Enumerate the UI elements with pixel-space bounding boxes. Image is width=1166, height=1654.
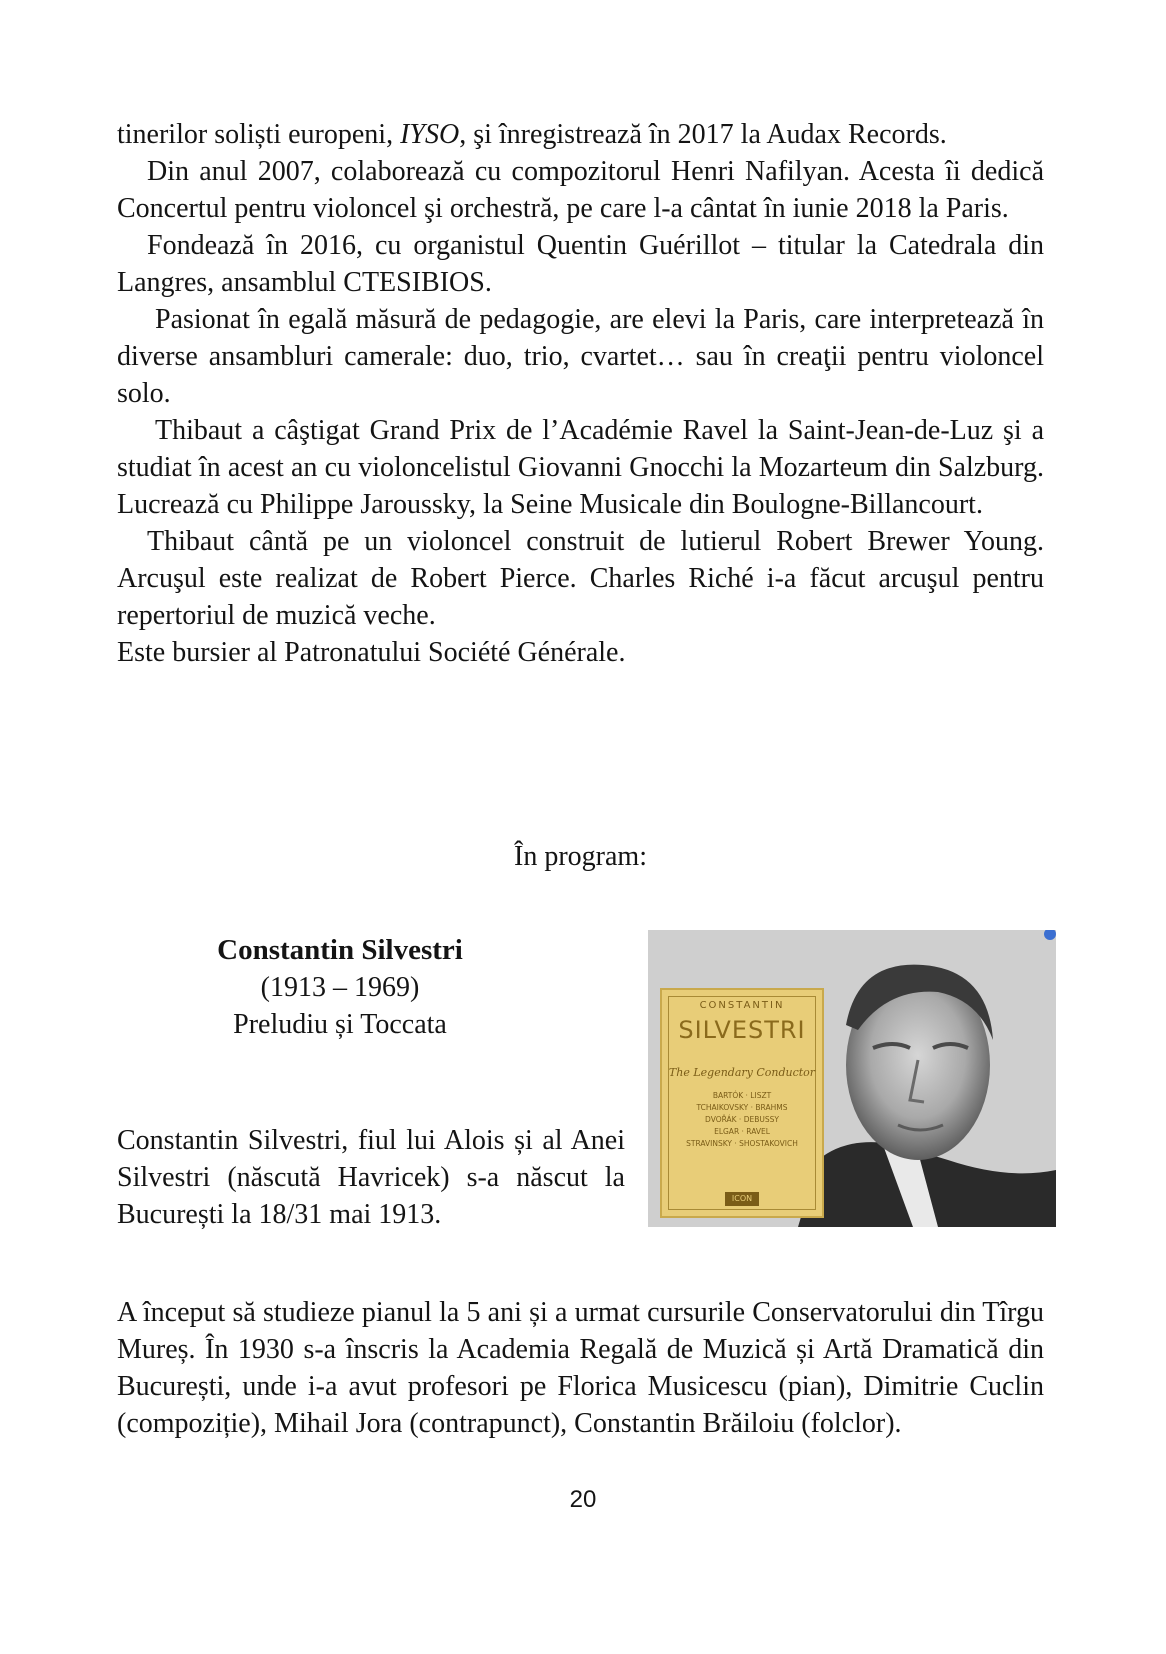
cd-label-logo: ICON [725, 1192, 759, 1206]
cd-composer-line: DVOŘÁK · DEBUSSY [705, 1115, 779, 1124]
cd-cover-surname: SILVESTRI [678, 1016, 806, 1044]
paragraph-1-part-a: tinerilor soliști europeni, [117, 119, 401, 150]
cd-composer-line: BARTÓK · LISZT [712, 1091, 772, 1100]
paragraph-3: Fondează în 2016, cu organistul Quentin Guérillot – titular la Catedrala din Langres, ansamblul CTESIBIOS. [117, 230, 1044, 298]
paragraph-7: Este bursier al Patronatului Société Générale. [117, 637, 626, 668]
cd-composer-line: ELGAR · RAVEL [714, 1127, 770, 1136]
composer-bio-long: A început să studieze pianul la 5 ani și a urmat cursurile Conservatorului din Tîrgu Mureș. În 1930 s-a înscris la Academia Regală de Muzică și Artă Dramatică din București, unde i-a avut profesori pe Florica Musicescu (pian), Dimitrie Cuclin (compoziție), Mihail Jora (contrapunct), Constantin Brăiloiu (folclor). [117, 1297, 1044, 1439]
composer-photo [648, 930, 1056, 1227]
cd-cover-firstname: CONSTANTIN [699, 1000, 785, 1011]
paragraph-5: Thibaut a câştigat Grand Prix de l’Académie Ravel la Saint-Jean-de-Luz şi a studiat în acest an cu violoncelistul Giovanni Gnocchi la Mozarteum din Salzburg. Lucrează cu Philippe Jaroussky, la Seine Musicale din Boulogne-Billancourt. [117, 415, 1044, 520]
composer-name: Constantin Silvestri [217, 934, 463, 966]
cd-composer-line: STRAVINSKY · SHOSTAKOVICH [686, 1139, 798, 1148]
paragraph-6: Thibaut cântă pe un violoncel construit de lutierul Robert Brewer Young. Arcuşul este realizat de Robert Pierce. Charles Riché i-a făcut arcuşul pentru repertoriul de muzică veche. [117, 526, 1044, 631]
composer-header [140, 932, 540, 1043]
paragraph-1 [117, 116, 1044, 153]
composer-work: Preludiu și Toccata [233, 1009, 447, 1040]
cd-cover-composers [662, 1090, 822, 1150]
paragraph-1-part-b: , şi înregistrează în 2017 la Audax Records. [459, 119, 947, 150]
composer-bio-short: Constantin Silvestri, fiul lui Alois și al Anei Silvestri (născută Havricek) s-a născut la București la 18/31 mai 1913. [117, 1125, 625, 1230]
cd-cover [660, 988, 824, 1218]
cd-cover-subtitle: The Legendary Conductor [668, 1066, 816, 1079]
page-number: 20 [569, 1486, 597, 1513]
cd-composer-line: TCHAIKOVSKY · BRAHMS [696, 1103, 788, 1112]
composer-years: (1913 – 1969) [260, 972, 420, 1003]
paragraph-2: Din anul 2007, colaborează cu compozitorul Henri Nafilyan. Acesta îi dedică Concertul pentru violoncel şi orchestră, pe care l-a cântat în iunie 2018 la Paris. [117, 156, 1044, 224]
paragraph-1-italic: IYSO [400, 119, 460, 150]
paragraph-4: Pasionat în egală măsură de pedagogie, are elevi la Paris, care interpretează în diverse ansambluri camerale: duo, trio, cvartet… sau în creaţii pentru violoncel solo. [117, 304, 1044, 409]
program-heading: În program: [514, 841, 647, 872]
text-column-top [117, 116, 1044, 671]
